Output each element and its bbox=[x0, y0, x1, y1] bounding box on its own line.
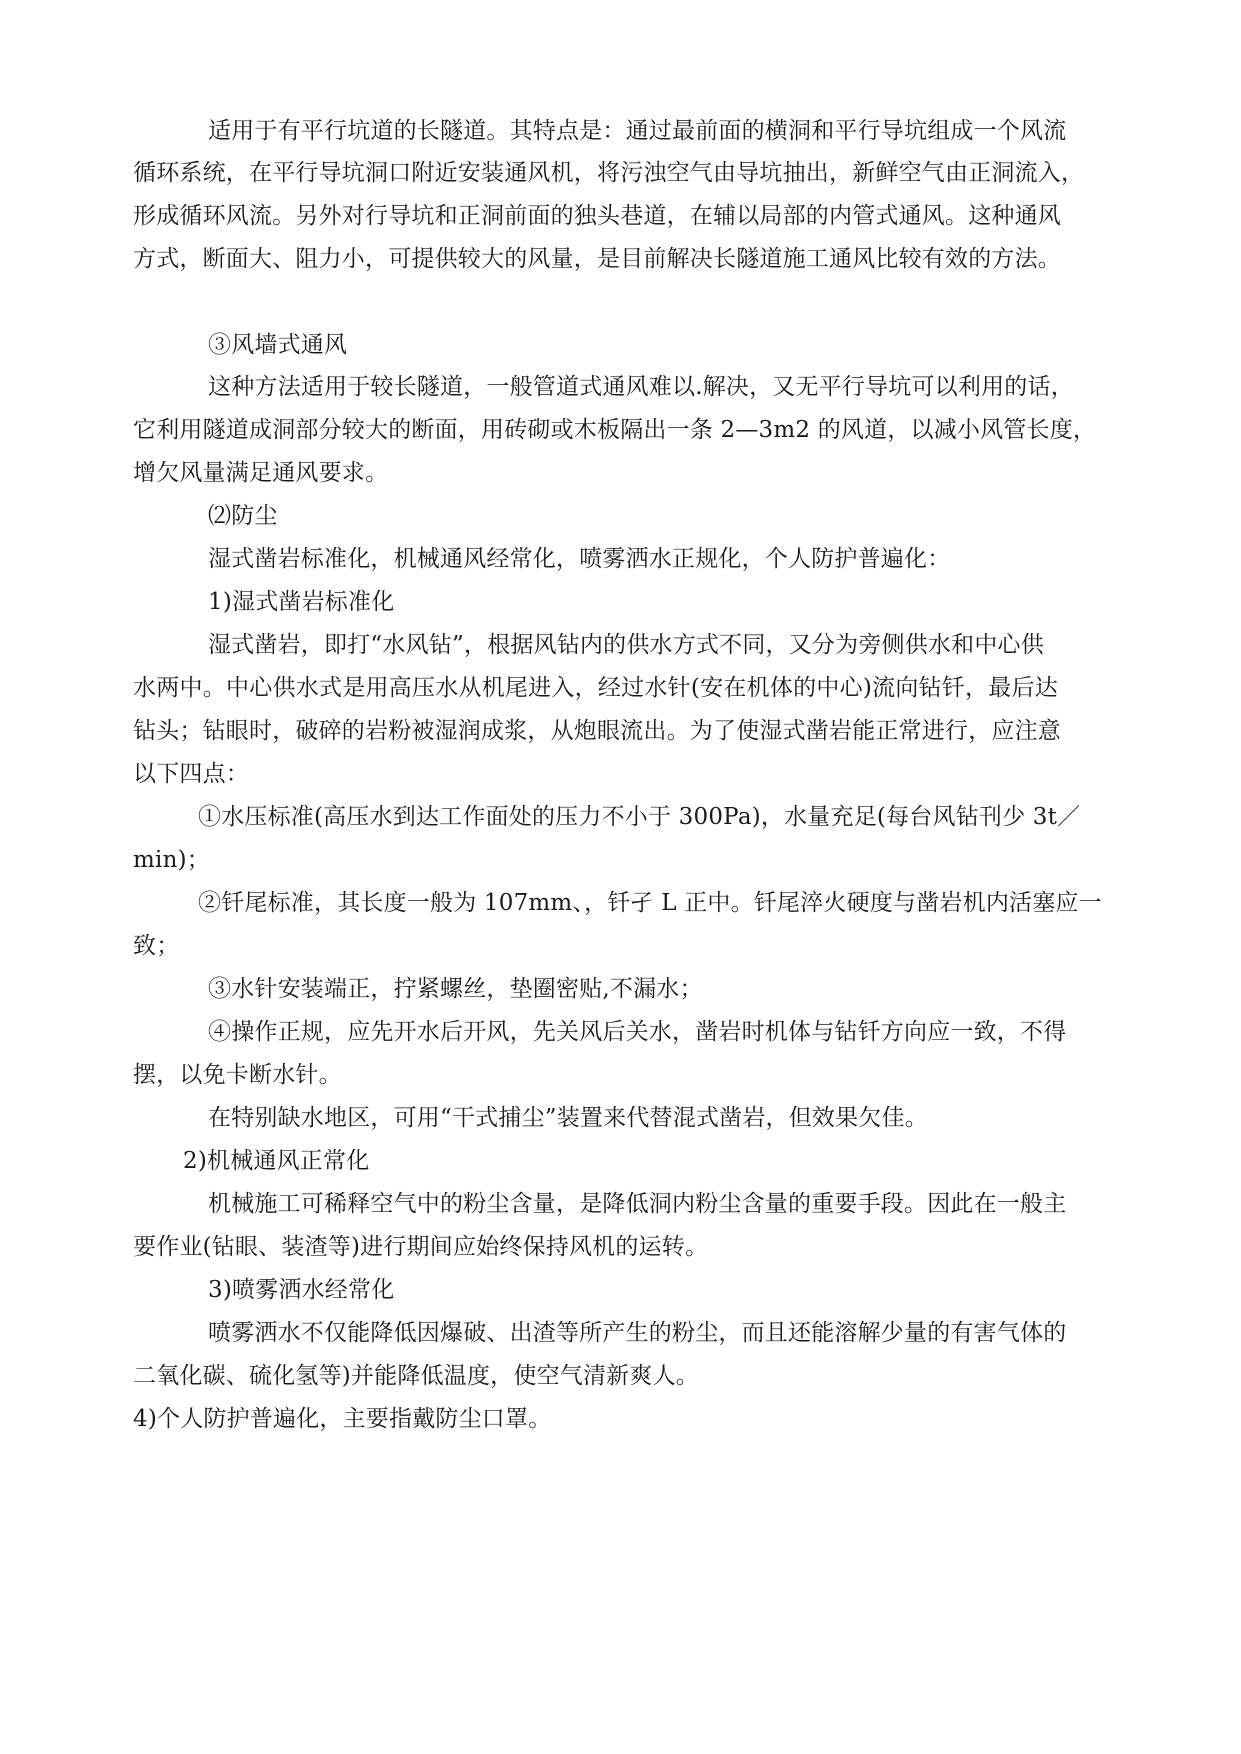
text-line: 二氧化碳、硫化氢等)并能降低温度，使空气清新爽人。 bbox=[133, 1363, 699, 1389]
text-line: 喷雾洒水不仅能降低因爆破、出渣等所产生的粉尘，而且还能溶解少量的有害气体的 bbox=[208, 1320, 1067, 1346]
list-item: ④操作正规，应先开水后开风，先关风后关水，凿岩时机体与钻钎方向应一致，不得 bbox=[208, 1019, 1067, 1045]
text-line: 在特别缺水地区，可用“干式捕尘”装置来代替混式凿岩，但效果欠佳。 bbox=[208, 1105, 928, 1131]
section-heading: ③风墙式通风 bbox=[208, 332, 348, 358]
text-line: 水两中。中心供水式是用高压水从机尾进入，经过水针(安在机体的中心)流向钻钎，最后达 bbox=[133, 675, 1058, 701]
text-line: 增欠风量满足通风要求。 bbox=[133, 460, 389, 486]
text-line: 这种方法适用于较长隧道，一般管道式通风难以.解决，又无平行导坑可以利用的话， bbox=[208, 374, 1074, 400]
text-line: 湿式凿岩，即打“水风钻”，根据风钻内的供水方式不同，又分为旁侧供水和中心供 bbox=[208, 632, 1044, 658]
text-line: 方式，断面大、阻力小，可提供较大的风量，是目前解决长隧道施工通风比较有效的方法。 bbox=[133, 246, 1061, 272]
subsection-heading: 1)湿式凿岩标准化 bbox=[208, 589, 395, 615]
text-line: 以下四点： bbox=[133, 761, 249, 787]
text-line: 湿式凿岩标准化，机械通风经常化，喷雾洒水正规化，个人防护普遍化： bbox=[208, 546, 951, 572]
text-line: 要作业(钻眼、装渣等)进行期间应始终保持风机的运转。 bbox=[133, 1234, 709, 1260]
list-item: ③水针安装端正，拧紧螺丝，垫圈密贴,不漏水； bbox=[208, 976, 703, 1002]
subsection-heading: 2)机械通风正常化 bbox=[183, 1148, 370, 1174]
text-line: 致； bbox=[133, 933, 180, 959]
section-heading: ⑵防尘 bbox=[208, 503, 278, 529]
text-line: 钻头；钻眼时，破碎的岩粉被湿润成浆，从炮眼流出。为了使湿式凿岩能正常进行，应注意 bbox=[133, 718, 1061, 744]
text-line: min)； bbox=[133, 847, 210, 873]
text-line: 摆，以免卡断水针。 bbox=[133, 1062, 342, 1088]
subsection-heading: 3)喷雾洒水经常化 bbox=[208, 1277, 395, 1303]
text-line: 循环系统，在平行导坑洞口附近安装通风机，将污浊空气由导坑抽出，新鲜空气由正洞流入， bbox=[133, 160, 1085, 186]
text-line: 适用于有平行坑道的长隧道。其特点是：通过最前面的横洞和平行导坑组成一个风流 bbox=[208, 118, 1067, 144]
list-item: ②钎尾标准，其长度一般为 107mm、，钎孑 L 正中。钎尾淬火硬度与凿岩机内活塞应一 bbox=[198, 890, 1102, 916]
text-line: 它利用隧道成洞部分较大的断面，用砖砌或木板隔出一条 2—3m2 的风道，以减小风管长度， bbox=[133, 417, 1097, 443]
list-item: ①水压标准(高压水到达工作面处的压力不小于 300Pa)，水量充足(每台风钻刊少 3t／ bbox=[198, 804, 1081, 830]
text-line: 形成循环风流。另外对行导坑和正洞前面的独头巷道，在辅以局部的内管式通风。这种通风 bbox=[133, 203, 1061, 229]
text-line: 机械施工可稀释空气中的粉尘含量，是降低洞内粉尘含量的重要手段。因此在一般主 bbox=[208, 1191, 1067, 1217]
subsection-heading: 4)个人防护普遍化，主要指戴防尘口罩。 bbox=[133, 1406, 552, 1432]
